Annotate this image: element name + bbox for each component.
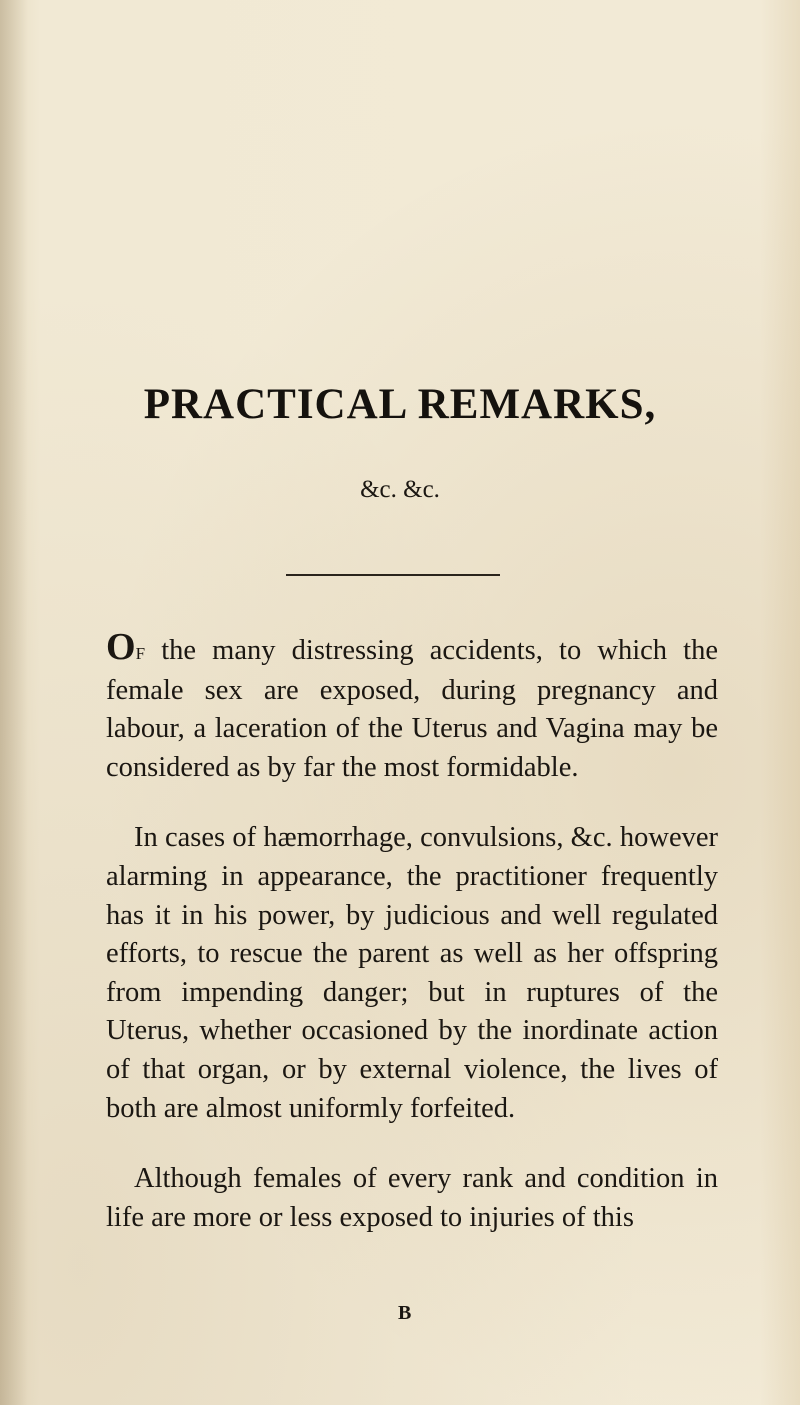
drop-cap: O	[106, 626, 136, 668]
spine-shadow	[0, 0, 28, 1405]
body-text	[106, 626, 718, 1269]
signature-mark: B	[398, 1302, 412, 1324]
page-subtitle: &c. &c.	[360, 476, 440, 503]
paragraph-1	[106, 626, 718, 787]
paragraph-1-text: the many distressing accidents, to which the female sex are exposed, during pregnancy and labour, a laceration of the Uterus and Vagina may be considered as by far the most formidable.	[106, 635, 718, 783]
small-cap-continuation: f	[135, 639, 146, 665]
title-rule	[286, 574, 500, 576]
paragraph-2: In cases of hæmorrhage, convulsions, &c. however alarming in appearance, the practitioner frequently has it in his power, by judicious and well regulated efforts, to rescue the parent as well as her offspring from impending danger; but in ruptures of the Uterus, whether occasioned by the inordinate action of that organ, or by external violence, the lives of both are almost uniformly forfeited.	[106, 822, 718, 1124]
paragraph-3: Although females of every rank and condition in life are more or less exposed to injuries of this	[106, 1163, 718, 1233]
page-title: PRACTICAL REMARKS,	[143, 381, 657, 428]
